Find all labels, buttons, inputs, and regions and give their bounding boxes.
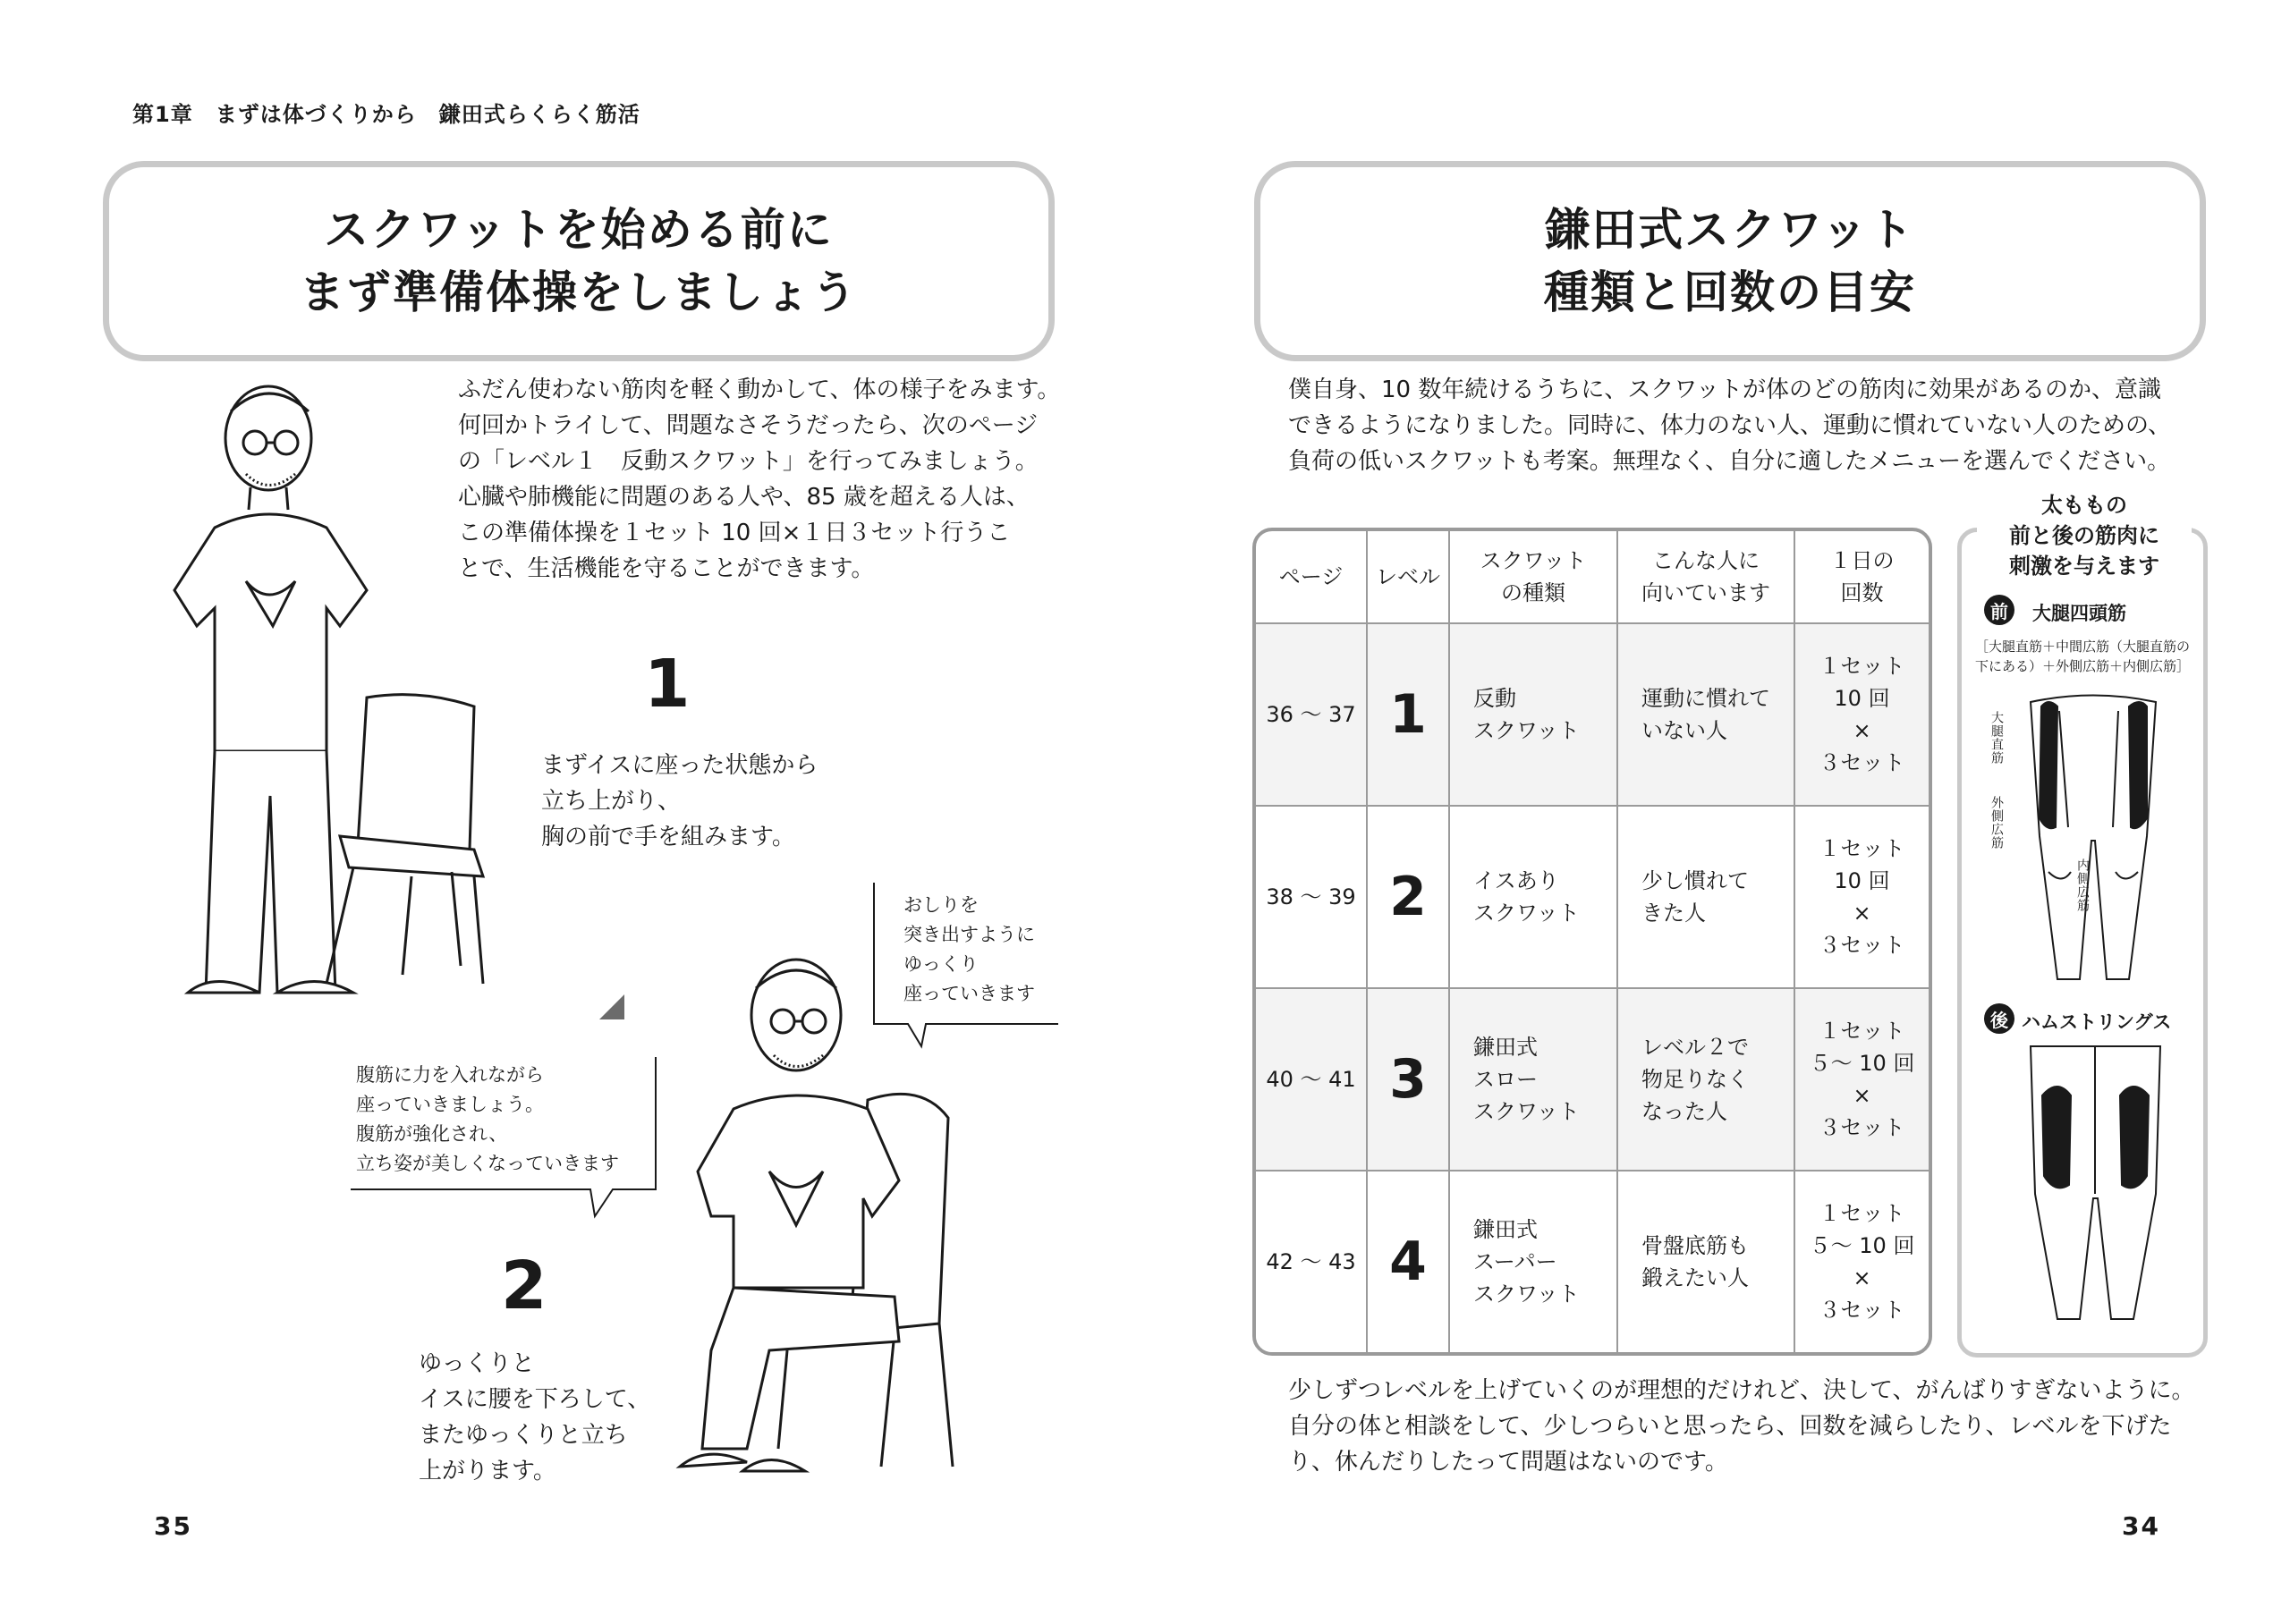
bubble-left-line: 立ち姿が美しくなっていきます — [356, 1153, 619, 1174]
step-2-line: イスに腰を下ろして、 — [419, 1386, 651, 1413]
front-muscle-sub — [1975, 637, 2190, 676]
right-outro-line: 少しずつレベルを上げていくのが理想的だけれど、決して、がんばりすぎないように。 — [1288, 1377, 2195, 1404]
table-row — [1256, 806, 1929, 988]
table-row — [1256, 988, 1929, 1171]
cell-for: 運動に慣れて いない人 — [1617, 623, 1794, 806]
cell-pages: 36 ～ 37 — [1256, 623, 1367, 806]
right-intro-line: できるようになりました。同時に、体力のない人、運動に慣れていない人のための、 — [1288, 412, 2171, 439]
muscle-title-line: 太ももの — [2041, 493, 2127, 518]
cell-level: 3 — [1367, 988, 1449, 1171]
muscle-panel-title — [1977, 490, 2192, 581]
step-1-line: 立ち上がり、 — [541, 788, 682, 815]
intro-line: の「レベル１ 反動スクワット」を行ってみましょう。 — [458, 448, 1039, 475]
cell-level: 4 — [1367, 1171, 1449, 1352]
cell-type: イスあり スクワット — [1449, 806, 1617, 988]
step-1-text — [541, 748, 818, 855]
cell-type: 反動 スクワット — [1449, 623, 1617, 806]
front-badge: 前 — [1984, 595, 2014, 625]
header-for: こんな人に 向いています — [1617, 531, 1794, 623]
cell-level: 2 — [1367, 806, 1449, 988]
left-title-line-2: まず準備体操をしましょう — [300, 266, 858, 318]
step-2-text — [419, 1346, 650, 1489]
header-page: ページ — [1256, 531, 1367, 623]
muscle-title-line: 前と後の筋肉に — [2009, 523, 2159, 548]
bubble-left-line: 腹筋に力を入れながら — [356, 1064, 544, 1086]
cell-count: １セット 10 回 × ３セット — [1794, 806, 1929, 988]
step-2-line: ゆっくりと — [419, 1350, 535, 1377]
cell-for: 少し慣れて きた人 — [1617, 806, 1794, 988]
intro-line: とで、生活機能を守ることができます。 — [458, 555, 875, 582]
bubble-left-text — [356, 1061, 619, 1179]
front-sub-line: ［大腿直筋＋中間広筋（大腿直筋の — [1975, 639, 2191, 655]
right-page-number: 34 — [2122, 1511, 2160, 1541]
seated-man-illustration — [662, 948, 984, 1484]
header-count: １日の 回数 — [1794, 531, 1929, 623]
right-outro-line: 自分の体と相談をして、少しつらいと思ったら、回数を減らしたり、レベルを下げた — [1288, 1413, 2172, 1440]
front-sub-line: 下にある）＋外側広筋＋内側広筋］ — [1975, 658, 2191, 674]
cell-for: レベル２で 物足りなく なった人 — [1617, 988, 1794, 1171]
back-badge: 後 — [1984, 1003, 2014, 1034]
right-title-line-1: 鎌田式スクワット — [1545, 204, 1915, 256]
intro-line: この準備体操を１セット 10 回×１日３セット行うこ — [458, 520, 1011, 546]
left-intro — [458, 372, 1060, 587]
step-2-number: 2 — [501, 1248, 547, 1324]
cell-count: １セット ５～ 10 回 × ３セット — [1794, 988, 1929, 1171]
running-head: 第1章 まずは体づくりから 鎌田式らくらく筋活 — [132, 102, 640, 127]
right-title-line-2: 種類と回数の目安 — [1544, 266, 1916, 318]
cell-pages: 42 ～ 43 — [1256, 1171, 1367, 1352]
front-muscle-label: 大腿四頭筋 — [2032, 603, 2126, 624]
intro-line: 心臓や肺機能に問題のある人や、85 歳を超える人は、 — [458, 484, 1030, 511]
step-1-number: 1 — [644, 646, 691, 723]
step-1-line: 胸の前で手を組みます。 — [541, 824, 795, 850]
muscle-title-line: 刺激を与えます — [2009, 554, 2159, 579]
bubble-right-line: 突き出すように — [903, 924, 1035, 945]
chair-illustration — [304, 689, 501, 993]
bubble-left-line: 腹筋が強化され、 — [356, 1123, 508, 1145]
bubble-right-line: 座っていきます — [903, 983, 1035, 1004]
triangle-marker-icon — [598, 993, 626, 1021]
cell-pages: 40 ～ 41 — [1256, 988, 1367, 1171]
step-2-line: またゆっくりと立ち — [419, 1422, 628, 1449]
table-row — [1256, 623, 1929, 806]
intro-line: ふだん使わない筋肉を軽く動かして、体の様子をみます。 — [458, 376, 1061, 403]
step-1-line: まずイスに座った状態から — [541, 752, 818, 779]
bubble-right-line: ゆっくり — [903, 953, 979, 975]
header-level: レベル — [1367, 531, 1449, 623]
right-intro-line: 僕自身、10 数年続けるうちに、スクワットが体のどの筋肉に効果があるのか、意識 — [1288, 376, 2162, 403]
left-page-number: 35 — [154, 1511, 192, 1541]
right-intro — [1288, 372, 2171, 479]
label-lateral: 外側広筋 — [1989, 796, 2004, 850]
cell-pages: 38 ～ 39 — [1256, 806, 1367, 988]
right-intro-line: 負荷の低いスクワットも考案。無理なく、自分に適したメニューを選んでください。 — [1288, 448, 2171, 475]
front-legs-illustration — [2013, 693, 2174, 988]
right-title-box — [1254, 161, 2206, 361]
cell-for: 骨盤底筋も 鍛えたい人 — [1617, 1171, 1794, 1352]
header-type: スクワット の種類 — [1449, 531, 1617, 623]
cell-count: １セット 10 回 × ３セット — [1794, 623, 1929, 806]
right-outro-line: り、休んだりしたって問題はないのです。 — [1288, 1449, 1728, 1476]
label-rectus: 大腿直筋 — [1989, 711, 2004, 765]
table-row — [1256, 1171, 1929, 1352]
cell-type: 鎌田式 スロー スクワット — [1449, 988, 1617, 1171]
cell-level: 1 — [1367, 623, 1449, 806]
back-legs-illustration — [2017, 1042, 2174, 1328]
bubble-right-line: おしりを — [903, 894, 979, 916]
label-medial: 内側広筋 — [2075, 859, 2090, 912]
cell-count: １セット ５～ 10 回 × ３セット — [1794, 1171, 1929, 1352]
step-2-line: 上がります。 — [419, 1458, 556, 1484]
left-title-box — [103, 161, 1055, 361]
squat-table — [1252, 528, 1932, 1356]
right-outro — [1288, 1373, 2194, 1480]
back-muscle-label: ハムストリングス — [2022, 1011, 2172, 1033]
cell-type: 鎌田式 スーパー スクワット — [1449, 1171, 1617, 1352]
bubble-left-line: 座っていきましょう。 — [356, 1094, 544, 1115]
intro-line: 何回かトライして、問題なさそうだったら、次のページ — [458, 412, 1039, 439]
left-title-line-1: スクワットを始める前に — [324, 204, 834, 256]
